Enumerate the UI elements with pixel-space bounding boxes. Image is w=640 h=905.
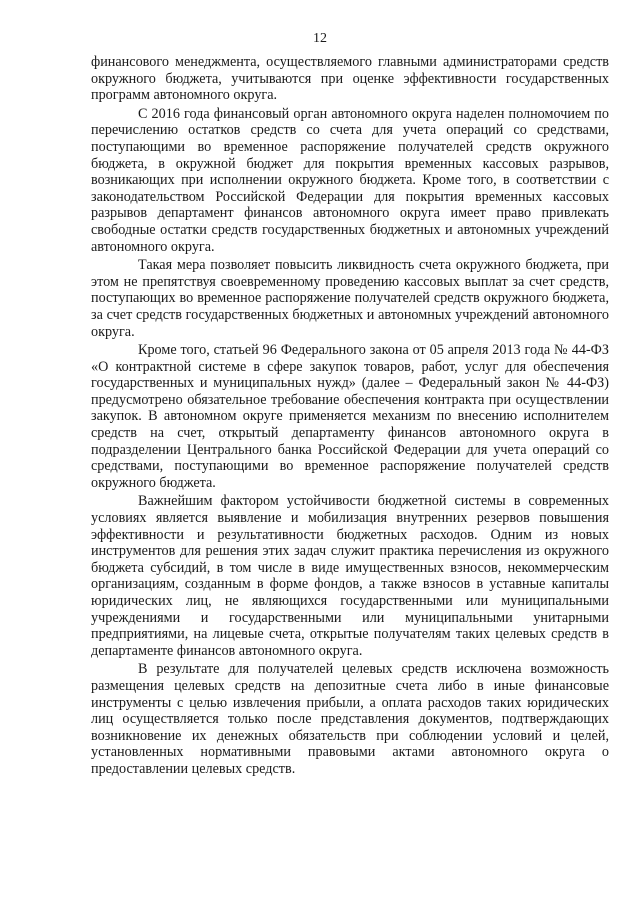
body-text [91,54,609,778]
paragraph: Кроме того, статьей 96 Федерального закона от 05 апреля 2013 года № 44-ФЗ «О контрактной системе в сфере закупок товаров, работ, услуг для обеспечения государственных и муниципальных нужд» (далее – Федеральный закон № 44-ФЗ) предусмотрено обязательное требование обеспечения контракта при осуществлении закупок. В автономном округе применяется механизм по внесению исполнителем средств на счет, открытый департаменту финансов автономного округа в подразделении Центрального банка Российской Федерации для учета операций со средствами, поступающими во временное распоряжение получателей средств окружного бюджета. [91,342,609,491]
paragraph: В результате для получателей целевых средств исключена возможность размещения целевых средств на депозитные счета либо в иные финансовые инструменты с целью извлечения прибыли, а оплата расходов таких юридических лиц осуществляется только после представления документов, подтверждающих возникновение их денежных обязательств при соблюдении условий и целей, установленных нормативными правовыми актами автономного округа о предоставлении целевых средств. [91,661,609,777]
paragraph: Такая мера позволяет повысить ликвидность счета окружного бюджета, при этом не препятствуя своевременному проведению кассовых выплат за счет средств, поступающих во временное распоряжение получателей средств окружного бюджета, за счет средств государственных бюджетных и автономных учреждений автономного округа. [91,257,609,340]
paragraph: С 2016 года финансовый орган автономного округа наделен полномочием по перечислению остатков средств со счета для учета операций со средствами, поступающими во временное распоряжение получателей средств окружного бюджета, в окружной бюджет для покрытия временных кассовых разрывов, возникающих при исполнении окружного бюджета. Кроме того, в соответствии с законодательством Российской Федерации для покрытия временных кассовых разрывов департамент финансов автономного округа имеет право привлекать свободные остатки средств государственных бюджетных и автономных учреждений автономного округа. [91,105,609,255]
page-number: 12 [313,31,327,46]
paragraph: Важнейшим фактором устойчивости бюджетной системы в современных условиях является выявление и мобилизация внутренних резервов повышения эффективности и результативности бюджетных расходов. Одним из новых инструментов для решения этих задач служит практика перечисления из окружного бюджета субсидий, в том числе в виде имущественных взносов, некоммерческим организациям, созданным в форме фондов, а также взносов в уставные капиталы юридических лиц, не являющихся государственными или муниципальными учреждениями и государственными или муниципальными унитарными предприятиями, на лицевые счета, открытые получателям таких целевых средств в департаменте финансов автономного округа. [91,493,609,659]
paragraph-continuation: финансового менеджмента, осуществляемого главными администраторами средств окружного бюджета, учитываются при оценке эффективности государственных программ автономного округа. [91,54,609,104]
